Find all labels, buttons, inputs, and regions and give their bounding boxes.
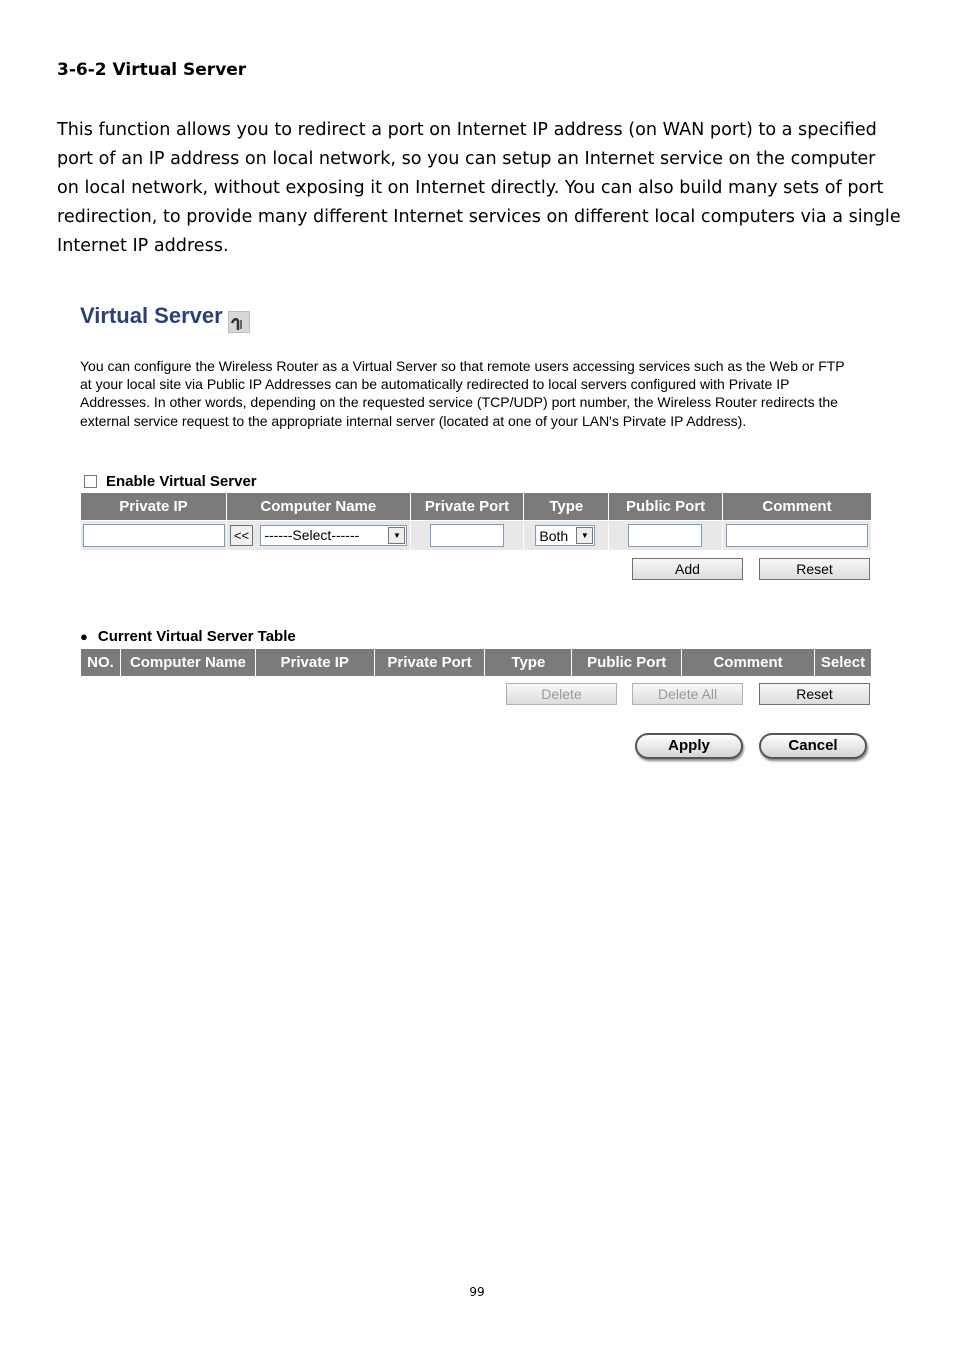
header-public-port: Public Port bbox=[609, 493, 723, 521]
header-no: NO. bbox=[81, 649, 121, 677]
header-select: Select bbox=[814, 649, 871, 677]
computer-name-select[interactable] bbox=[260, 525, 407, 546]
add-button[interactable]: Add bbox=[632, 558, 743, 580]
type-select[interactable] bbox=[535, 525, 595, 546]
type-select-value: Both bbox=[539, 527, 569, 544]
virtual-server-entry-table bbox=[80, 492, 872, 551]
header-private-ip: Private IP bbox=[255, 649, 374, 677]
header-computer-name: Computer Name bbox=[120, 649, 255, 677]
public-port-input[interactable] bbox=[628, 524, 702, 547]
private-ip-input[interactable] bbox=[83, 524, 225, 547]
computer-name-select-value: ------Select------ bbox=[264, 527, 360, 544]
copy-computer-button[interactable]: << bbox=[230, 525, 253, 546]
help-icon[interactable] bbox=[228, 311, 250, 333]
header-private-port: Private Port bbox=[410, 493, 524, 521]
comment-input[interactable] bbox=[726, 524, 868, 547]
chevron-down-icon: ▼ bbox=[576, 527, 593, 544]
apply-button[interactable]: Apply bbox=[635, 733, 743, 759]
current-table-label-row bbox=[80, 628, 296, 645]
header-type: Type bbox=[524, 493, 609, 521]
reset-table-button[interactable]: Reset bbox=[759, 683, 870, 705]
cancel-button[interactable]: Cancel bbox=[759, 733, 867, 759]
header-comment: Comment bbox=[682, 649, 815, 677]
header-comment: Comment bbox=[722, 493, 871, 521]
chevron-down-icon: ▼ bbox=[388, 527, 405, 544]
panel-title: Virtual Server bbox=[80, 303, 223, 328]
document-heading: 3-6-2 Virtual Server bbox=[57, 60, 247, 80]
current-virtual-server-table bbox=[80, 648, 872, 677]
header-private-ip: Private IP bbox=[81, 493, 227, 521]
delete-all-button[interactable]: Delete All bbox=[632, 683, 743, 705]
document-paragraph: This function allows you to redirect a port on Internet IP address (on WAN port) to a specified port of an IP address on local network, so you can setup an Internet service on the computer on local network, without exposing it on Internet directly. You can also build many sets of port redirection, to provide many different Internet services on different local computers via a single Internet IP address. bbox=[57, 120, 901, 256]
private-port-input[interactable] bbox=[430, 524, 504, 547]
delete-button[interactable]: Delete bbox=[506, 683, 617, 705]
enable-virtual-server-row bbox=[84, 473, 257, 490]
header-type: Type bbox=[485, 649, 572, 677]
enable-virtual-server-label: Enable Virtual Server bbox=[106, 473, 257, 490]
page-number: 99 bbox=[469, 1285, 485, 1299]
enable-virtual-server-checkbox[interactable] bbox=[84, 475, 97, 488]
reset-entry-button[interactable]: Reset bbox=[759, 558, 870, 580]
current-table-label: Current Virtual Server Table bbox=[97, 628, 296, 645]
header-computer-name: Computer Name bbox=[226, 493, 410, 521]
header-public-port: Public Port bbox=[572, 649, 682, 677]
header-private-port: Private Port bbox=[374, 649, 485, 677]
panel-description: You can configure the Wireless Router as a Virtual Server so that remote users accessing services such as the Web or FTP at your local site via Public IP Addresses can be automatically redirected to local servers configured with Private IP Addresses. In other words, depending on the requested service (TCP/UDP) port number, the Wireless Router redirects the external service request to the appropriate internal server (located at one of your LAN's Pirvate IP Address). bbox=[80, 358, 845, 429]
bullet-icon: ● bbox=[80, 629, 88, 644]
